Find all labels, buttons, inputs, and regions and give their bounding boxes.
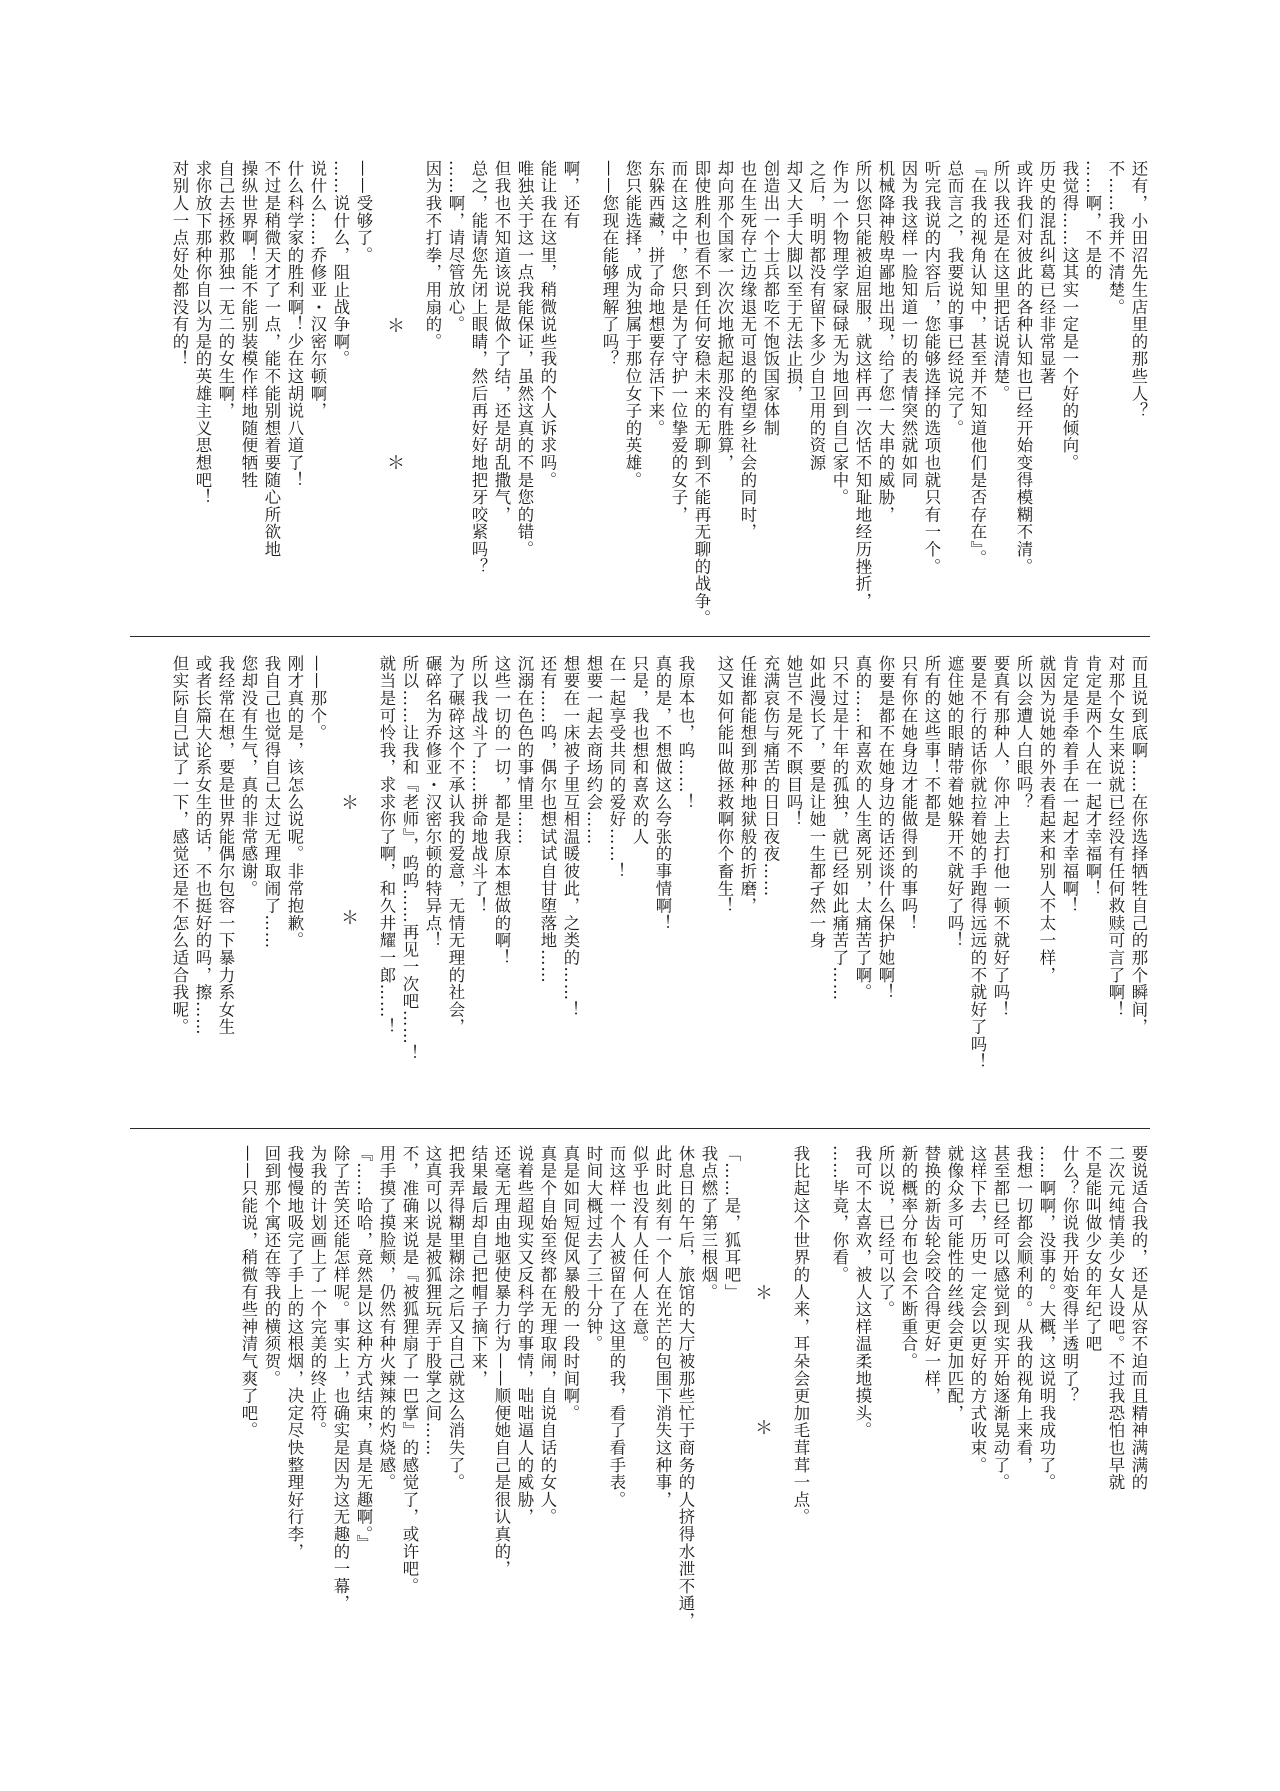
text-column: 『在我的视角认知中，甚至并不知道他们是否存在』。 [968, 160, 987, 567]
text-column: 把我弄得糊里糊涂之后又自己就这么消失了。 [446, 1145, 465, 1491]
text-column: 总而言之，我要说的事已经说完了。 [945, 160, 964, 437]
text-column: 对别人一点好处都没有的！ [170, 160, 189, 368]
text-column: 肯定是两个人在一起才幸福啊！ [1083, 655, 1102, 898]
text-column: 还有……呜，偶尔也想试试自甘堕落地…… [538, 655, 557, 984]
paragraph-gap [697, 655, 713, 1125]
text-column: 所以会遭人白眼吗？ [1014, 655, 1033, 811]
text-column: 休息日的午后，旅馆的大厅被那些忙于商务的人挤得水泄不通， [676, 1145, 695, 1630]
scene-break-star: ＊ [341, 793, 359, 814]
text-column: 只是，我也想和喜欢的人 [630, 655, 649, 846]
text-column: 总之，能请您先闭上眼睛，然后再好好地把牙咬紧吗？ [469, 160, 488, 576]
scene-break [375, 160, 421, 630]
text-column: 我经常在想，要是世界能偶尔包容一下暴力系女生 [216, 655, 235, 1036]
text-column: ……啊，不是的 [1083, 160, 1102, 282]
text-column: 历史的混乱纠葛已经非常显著 [1037, 160, 1056, 385]
paragraph-gap [812, 1145, 828, 1665]
text-column: 但实际自己试了一下，感觉还是不怎么适合我呢。 [170, 655, 189, 1036]
text-column: 或者长篇大论系女生的话，不也挺好的吗，擦…… [193, 655, 212, 1036]
text-column: 这又如何能叫做拯救啊你个畜生！ [715, 655, 734, 915]
scene-break [329, 655, 375, 1125]
text-column: 东躲西藏，拼了命地想要存活下来。 [646, 160, 665, 437]
text-column: 我原本也，呜……！ [676, 655, 695, 811]
text-column: 而这样一个人被留在了这里的我，看了看手表。 [607, 1145, 626, 1509]
text-column: 不过是稍微天才了一点，能不能别想着要随心所欲地 [262, 160, 281, 558]
text-column: 还毫无理由地驱使暴力行为——顺便她自己是很认真的， [492, 1145, 511, 1578]
text-column: 说什么……乔修亚・汉密尔顿啊， [308, 160, 327, 420]
text-column: 用手摸了摸脸颊，仍然有种火辣辣的灼烧感。 [377, 1145, 396, 1491]
text-column: 新的概率分布也会不断重合。 [899, 1145, 918, 1370]
text-column: 机械降神般卑鄙地出现，给了您一大串的威胁， [876, 160, 895, 524]
text-column: 即使胜利也看不到任何安稳未来的无聊到不能再无聊的战争。 [692, 160, 711, 628]
text-column: 甚至都已经可以感觉到现实开始逐渐晃动了。 [991, 1145, 1010, 1491]
text-column: 这些一切的一切，都是我原本想做的啊！ [492, 655, 511, 967]
text-column: ……啊，请尽管放心。 [446, 160, 465, 333]
text-column: 要是不行的话你就拉着她的手跑得远远的不就好了吗！ [968, 655, 987, 1071]
text-column: 真的是，不想做这么夸张的事情啊！ [653, 655, 672, 932]
scene-break-star: ＊ [387, 316, 405, 337]
text-column: 而且说到底啊……在你选择牺牲自己的那个瞬间， [1129, 655, 1148, 1036]
text-column: 之后，明明都没有留下多少自卫用的资源 [807, 160, 826, 472]
text-column: 什么？你说我开始变得半透明了？ [1060, 1145, 1079, 1405]
text-column: 就因为说她的外表看起来和别人不太一样， [1037, 655, 1056, 984]
text-column: 这样下去，历史一定会以更好的方式收束。 [968, 1145, 987, 1474]
text-column: 碾碎名为乔修亚・汉密尔顿的特异点！ [423, 655, 442, 950]
text-column: 我想一切都会顺利的。从我的视角上来看， [1014, 1145, 1033, 1474]
text-tier-2 [130, 655, 1150, 1125]
text-column: 对那个女生来说就已经没有任何救赎可言了啊！ [1106, 655, 1125, 1019]
text-column: 能让我在这里，稍微说些我的个人诉求吗。 [538, 160, 557, 489]
text-column: 操纵世界啊！能不能别装模作样地随便牺牲 [239, 160, 258, 489]
text-column: ——受够了。 [354, 160, 373, 264]
text-column: 创造出一个士兵都吃不饱饭国家体制 [761, 160, 780, 437]
text-column: 为我的计划画上了一个完美的终止符。 [308, 1145, 327, 1440]
text-column: 刚才真的是，该怎么说呢。非常抱歉。 [285, 655, 304, 950]
text-column: 却又大手大脚以至于无法止损， [784, 160, 803, 403]
text-column: 只有你在她身边才能做得到的事吗！ [899, 655, 918, 932]
text-column: 我慢慢地吸完了手上的这根烟，决定尽快整理好行李， [285, 1145, 304, 1561]
text-column: 因为我不打拳，用扇的。 [423, 160, 442, 351]
tier-divider [130, 1128, 1150, 1129]
text-column: ——那个。 [308, 655, 327, 742]
text-column: 所以您只能被迫屈服，就这样再一次恬不知耻地经历挫折， [853, 160, 872, 610]
text-tier-1 [130, 160, 1150, 630]
text-column: 『……哈哈，竟然是以这种方式结束，真是无趣啊。』 [354, 1145, 373, 1552]
text-column: 您只能选择，成为独属于那位女子的英雄。 [623, 160, 642, 489]
text-column: 「……是，狐耳吧」 [722, 1145, 741, 1301]
text-column: 但我也不知道该说是做个了结，还是胡乱撒气， [492, 160, 511, 524]
text-column: 就当是可怜我，求求你了啊，和久井耀一郎……！ [377, 655, 396, 1036]
text-column: 要真有那种人，你冲上去打他一顿不就好了吗！ [991, 655, 1010, 1019]
text-column: 却向那个国家一次次地掀起那没有胜算， [715, 160, 734, 472]
text-column: 所以……让我和『老师』，呜呜……再见一次吧……！ [400, 655, 419, 1062]
text-column: 只不过是十年的孤独，就已经如此痛苦了…… [830, 655, 849, 1001]
text-column: 想要在一床被子里互相温暖彼此，之类的……！ [561, 655, 580, 1019]
text-column: 这真可以说是被狐狸玩弄于股掌之间…… [423, 1145, 442, 1457]
text-column: 在一起享受共同的爱好……！ [607, 655, 626, 880]
text-column: 真是如同短促风暴般的一段时间啊。 [561, 1145, 580, 1422]
text-column: 不是能叫做少女的年纪了吧 [1083, 1145, 1102, 1353]
scene-break-star: ＊ [755, 1283, 773, 1304]
text-column: 回到那个寓还在等我的横须贺。 [262, 1145, 281, 1388]
scene-break [743, 1145, 789, 1665]
text-column: 沉溺在色色的事情里…… [515, 655, 534, 846]
text-column: ——您现在能够理解了吗？ [600, 160, 619, 368]
text-column: 除了苦笑还能怎样呢。事实上，也确实是因为这无趣的一幕， [331, 1145, 350, 1613]
text-column: 二次元纯情美少女人设吧。不过我恐怕也早就 [1106, 1145, 1125, 1491]
text-column: 而在这之中，您只是为了守护一位挚爱的女子， [669, 160, 688, 524]
text-column: 充满哀伤与痛苦的日日夜夜…… [761, 655, 780, 898]
paragraph-gap [582, 160, 598, 630]
text-column: 听完我说的内容后，您能够选择的选项也就只有一个。 [922, 160, 941, 576]
text-column: 替换的新齿轮会咬合得更好一样， [922, 1145, 941, 1405]
text-column: ——只能说，稍微有些神清气爽了吧。 [239, 1145, 258, 1440]
scene-break-star: ＊ [341, 908, 359, 929]
text-column: 此时此刻有一个人在光芒的包围下消失这种事， [653, 1145, 672, 1509]
text-column: 想要一起去商场约会…… [584, 655, 603, 846]
text-column: 求你放下那种你自以为是的英雄主义思想吧！ [193, 160, 212, 506]
scene-break-star: ＊ [755, 1418, 773, 1439]
text-column: 我比起这个世界的人来，耳朵会更加毛茸茸一点。 [791, 1145, 810, 1526]
text-column: 啊，还有 [561, 160, 580, 230]
text-column: 不，准确来说是『被狐狸扇了一巴掌』的感觉了，或许吧。 [400, 1145, 419, 1595]
text-column: 我觉得……这其实一定是一个好的倾向。 [1060, 160, 1079, 472]
text-column: 要说适合我的，还是从容不迫而且精神满满的 [1129, 1145, 1148, 1491]
text-column: 结果最后却自己把帽子摘下来， [469, 1145, 488, 1388]
text-column: 所以我还是在这里把话说清楚。 [991, 160, 1010, 403]
text-column: 唯独关于这一点我能保证，虽然这真的不是您的错。 [515, 160, 534, 558]
scene-break-star: ＊ [387, 453, 405, 474]
tier-divider [130, 636, 1150, 637]
text-column: 她岂不是死不瞑目吗！ [784, 655, 803, 828]
text-column: 如此漫长了，要是让她一生都孑然一身 [807, 655, 826, 950]
text-column: 任谁都能想到那种地狱般的折磨， [738, 655, 757, 915]
text-column: 作为一个物理学家碌碌无为地回到自己家中。 [830, 160, 849, 506]
text-column: 也在生死存亡边缘退无可退的绝望乡社会的同时， [738, 160, 757, 541]
text-column: ……毕竟，你看。 [830, 1145, 849, 1284]
text-column: 自己去拯救那独一无二的女生啊， [216, 160, 235, 420]
text-tier-3 [130, 1145, 1150, 1665]
text-column: 似乎也没有人任何人在意。 [630, 1145, 649, 1353]
text-column: 真的……和喜欢的人生离死别，太痛苦了啊。 [853, 655, 872, 1001]
text-column: 什么科学家的胜利啊！少在这胡说八道了！ [285, 160, 304, 489]
text-column: 我点燃了第三根烟。 [699, 1145, 718, 1301]
text-column: 为了碾碎这个不承认我的爱意，无情无理的社会， [446, 655, 465, 1036]
text-column: 我自己也觉得自己太过无理取闹了…… [262, 655, 281, 950]
text-column: 因为我这样一脸知道一切的表情突然就如同 [899, 160, 918, 489]
text-column: 时间大概过去了三十分钟。 [584, 1145, 603, 1353]
text-column: 所以说，已经可以了。 [876, 1145, 895, 1318]
text-column: ……说什么，阻止战争啊。 [331, 160, 350, 368]
text-column: 所有的这些事！不都是 [922, 655, 941, 828]
text-column: 就像众多可能性的丝线会更加匹配， [945, 1145, 964, 1422]
text-column: 你要是都不在她身边的话还谈什么保护她啊！ [876, 655, 895, 1001]
text-column: 说着些超现实又反科学的事情，咄咄逼人的威胁， [515, 1145, 534, 1526]
text-column: 肯定是手牵着手在一起才幸福啊！ [1060, 655, 1079, 915]
text-column: 不……我并不清楚。 [1106, 160, 1125, 316]
text-column: 遮住她的眼睛带着她躲开不就好了吗！ [945, 655, 964, 950]
text-column: 所以我战斗了……拼命地战斗了！ [469, 655, 488, 915]
text-column: ……啊啊，没事的。大概，这说明我成功了。 [1037, 1145, 1056, 1491]
text-column: 真是个自始至终都在无理取闹，自说自话的女人。 [538, 1145, 557, 1526]
text-column: 您却没有生气，真的非常感谢。 [239, 655, 258, 898]
text-column: 还有，小田沼先生店里的那些人？ [1129, 160, 1148, 420]
text-column: 我可不太喜欢，被人这样温柔地摸头。 [853, 1145, 872, 1440]
text-column: 或许我们对彼此的各种认知也已经开始变得模糊不清。 [1014, 160, 1033, 576]
